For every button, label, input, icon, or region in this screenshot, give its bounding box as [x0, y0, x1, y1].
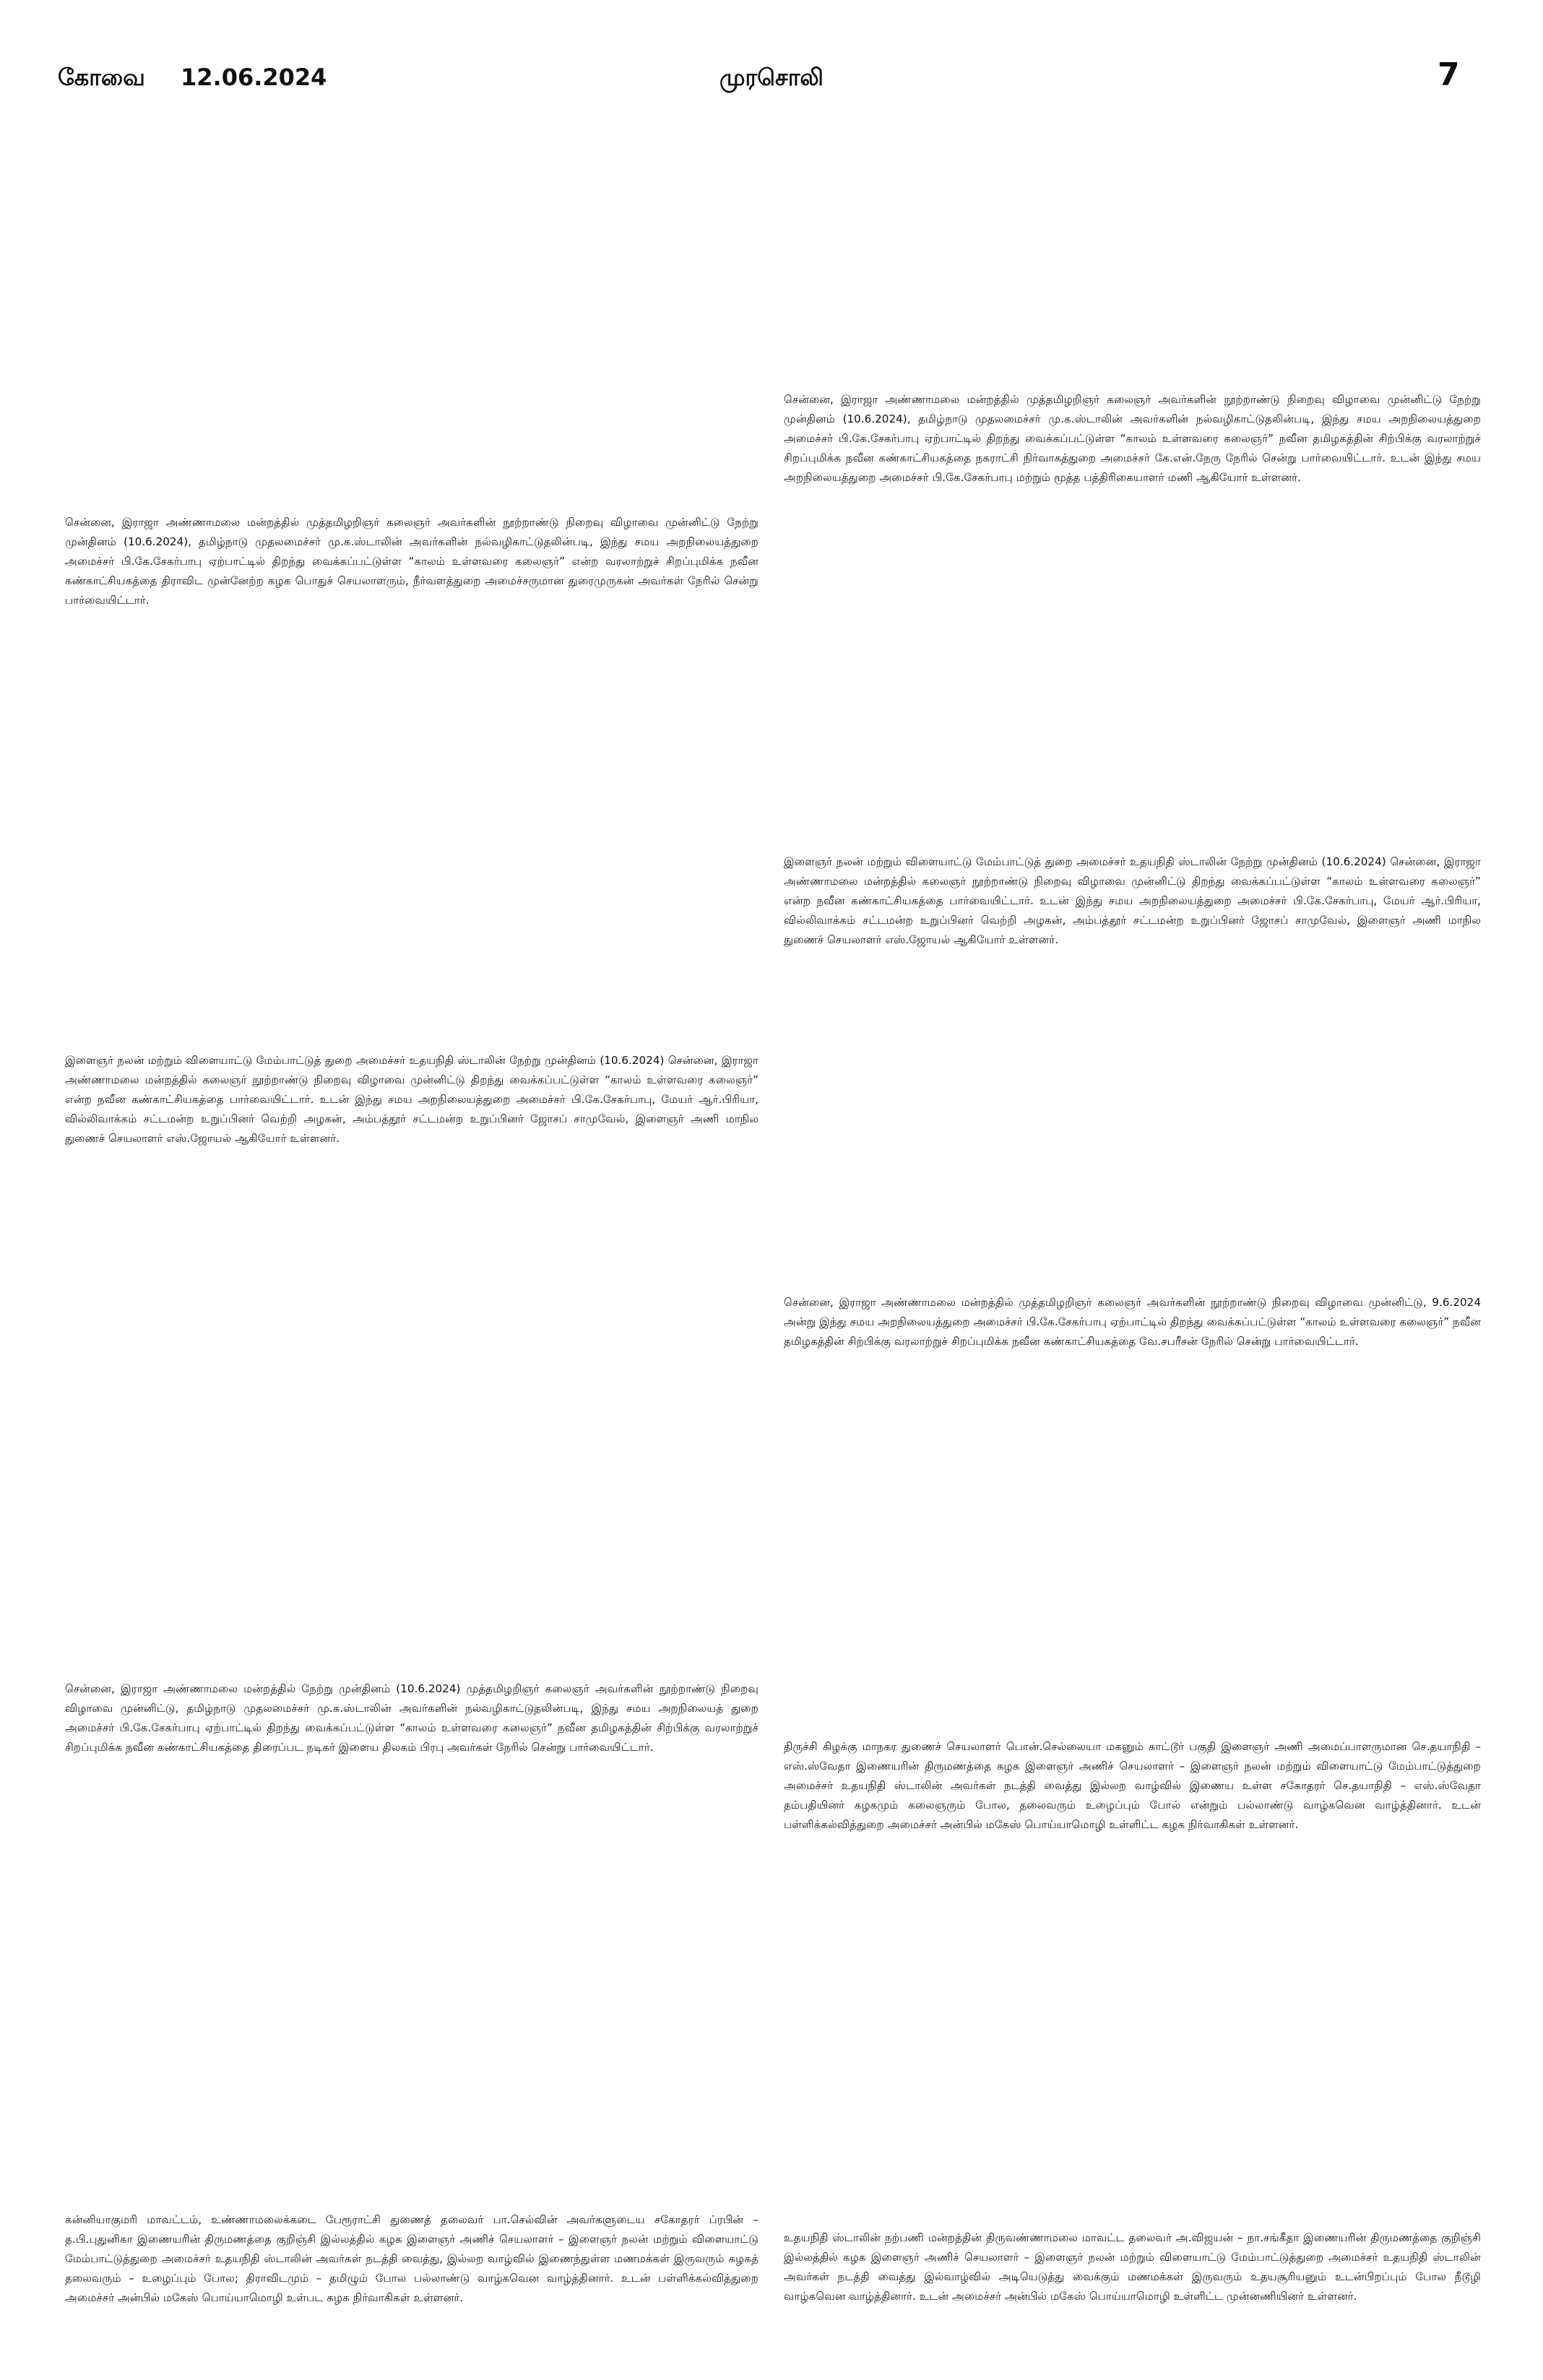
page-number: 7 [1438, 56, 1460, 93]
masthead-title: முரசொலி [719, 64, 824, 91]
photo-caption: இளைஞர் நலன் மற்றும் விளையாட்டு மேம்பாட்டுத் துறை அமைச்சர் உதயநிதி ஸ்டாலின் நேற்று முன்தினம் (10.6.2024) சென்னை, இராஜா அண்ணாமலை மன்றத்தில் கலைஞர் நூற்றாண்டு நிறைவு விழாவை முன்னிட்டு திறந்து வைக்கப்பட்டுள்ள “காலம் உள்ளவரை கலைஞர்” என்ற நவீன கண்காட்சியகத்தை பார்வையிட்டார். உடன் இந்து சமய அறநிலையத்துறை அமைச்சர் பி.கே.சேகர்பாபு, மேயர் ஆர்.பிரியா, வில்லிவாக்கம் சட்டமன்ற உறுப்பினர் வெற்றி அழகன், அம்பத்தூர் சட்டமன்ற உறுப்பினர் ஜோசப் சாமுவேல், இளைஞர் அணி மாநில துணைச் செயலாளர் எஸ்.ஜோயல் ஆகியோர் உள்ளனர். [65, 1054, 758, 1145]
photo-caption: கன்னியாகுமரி மாவட்டம், உண்ணாமலைக்கடை பேரூராட்சி துணைத் தலைவர் பா.செல்வின் அவர்களுடைய சகோதரர் ப்ரபின் – த.பி.புதுனிகா இணையரின் திருமணத்தை குறிஞ்சி இல்லத்தில் கழக இளைஞர் அணிச் செயலாளர் – இளைஞர் நலன் மற்றும் விளையாட்டு மேம்பாட்டுத்துறை அமைச்சர் உதயநிதி ஸ்டாலின் அவர்கள் நடத்தி வைத்து, இல்லற வாழ்வில் இணைந்துள்ள மணமக்கள் இருவரும் கழகத் தலைவரும் – உழைப்பும் போல; திராவிடமும் – தமிழும் போல பல்லாண்டு வாழ்கவென வாழ்த்தினார். உடன் பள்ளிக்கல்வித்துறை அமைச்சர் அன்பில் மகேஸ் பொய்யாமொழி உள்பட கழக நிர்வாகிகள் உள்ளனர். [65, 2213, 758, 2304]
photo-caption: சென்னை, இராஜா அண்ணாமலை மன்றத்தில் நேற்று முன்தினம் (10.6.2024) முத்தமிழறிஞர் கலைஞர் அவர்களின் நூற்றாண்டு நிறைவு விழாவை முன்னிட்டு, தமிழ்நாடு முதலமைச்சர் மு.க.ஸ்டாலின் அவர்களின் நல்வழிகாட்டுதலின்படி, இந்து சமய அறநிலையத் துறை அமைச்சர் பி.கே.சேகர்பாபு ஏற்பாட்டில் திறந்து வைக்கப்பட்டுள்ள “காலம் உள்ளவரை கலைஞர்” நவீன தமிழகத்தின் சிற்பிக்கு வரலாற்றுச் சிறப்புமிக்க நவீன கண்காட்சியகத்தை திரைப்பட நடிகர் இளைய திலகம் பிரபு அவர்கள் நேரில் சென்று பார்வையிட்டார். [65, 1682, 758, 1754]
photo-caption: சென்னை, இராஜா அண்ணாமலை மன்றத்தில் முத்தமிழறிஞர் கலைஞர் அவர்களின் நூற்றாண்டு நிறைவு விழாவை முன்னிட்டு நேற்று முன்தினம் (10.6.2024), தமிழ்நாடு முதலமைச்சர் மு.க.ஸ்டாலின் அவர்களின் நல்வழிகாட்டுதலின்படி, இந்து சமய அறநிலையத்துறை அமைச்சர் பி.கே.சேகர்பாபு ஏற்பாட்டில் திறந்து வைக்கப்பட்டுள்ள “காலம் உள்ளவரை கலைஞர்” நவீன தமிழகத்தின் சிற்பிக்கு வரலாற்றுச் சிறப்புமிக்க நவீன கண்காட்சியகத்தை நகராட்சி நிர்வாகத்துறை அமைச்சர் கே.என்.நேரு நேரில் சென்று பார்வையிட்டார். உடன் இந்து சமய அறநிலையத்துறை அமைச்சர் பி.கே.சேகர்பாபு மற்றும் மூத்த பத்திரிகையாளர் மணி ஆகியோர் உள்ளனர். [784, 393, 1481, 484]
edition-city: கோவை [58, 64, 145, 91]
photo-caption: சென்னை, இராஜா அண்ணாமலை மன்றத்தில் முத்தமிழறிஞர் கலைஞர் அவர்களின் நூற்றாண்டு நிறைவு விழாவை முன்னிட்டு, 9.6.2024 அன்று இந்து சமய அறநிலையத்துறை அமைச்சர் பி.கே.சேகர்பாபு ஏற்பாட்டில் திறந்து வைக்கப்பட்டுள்ள “காலம் உள்ளவரை கலைஞர்” நவீன தமிழகத்தின் சிற்பிக்கு வரலாற்றுச் சிறப்புமிக்க நவீன கண்காட்சியகத்தை வே.சபரீசன் நேரில் சென்று பார்வையிட்டார். [784, 1296, 1481, 1348]
photo-caption: உதயநிதி ஸ்டாலின் நற்பணி மன்றத்தின் திருவண்ணாமலை மாவட்ட தலைவர் அ.விஜயன் – நா.சங்கீதா இணையரின் திருமணத்தை குறிஞ்சி இல்லத்தில் கழக இளைஞர் அணிச் செயலாளர் – இளைஞர் நலன் மற்றும் விளையாட்டு மேம்பாட்டுத்துறை அமைச்சர் உதயநிதி ஸ்டாலின் அவர்கள் நடத்தி வைத்து இல்வாழ்வில் அடியெடுத்து வைக்கும் மணமக்கள் இருவரும் உதயசூரியனும் உடன்பிறப்பும் போல நீடூழி வாழ்கவென வாழ்த்தினார். உடன் அமைச்சர் அன்பில் மகேஸ் பொய்யாமொழி உள்ளிட்ட முன்னணியினர் உள்ளனர். [784, 2231, 1481, 2303]
photo-caption: இளைஞர் நலன் மற்றும் விளையாட்டு மேம்பாட்டுத் துறை அமைச்சர் உதயநிதி ஸ்டாலின் நேற்று முன்தினம் (10.6.2024) சென்னை, இராஜா அண்ணாமலை மன்றத்தில் கலைஞர் நூற்றாண்டு நிறைவு விழாவை முன்னிட்டு திறந்து வைக்கப்பட்டுள்ள “காலம் உள்ளவரை கலைஞர்” என்ற நவீன கண்காட்சியகத்தை பார்வையிட்டார். உடன் இந்து சமய அறநிலையத்துறை அமைச்சர் பி.கே.சேகர்பாபு, மேயர் ஆர்.பிரியா, வில்லிவாக்கம் சட்டமன்ற உறுப்பினர் வெற்றி அழகன், அம்பத்தூர் சட்டமன்ற உறுப்பினர் ஜோசப் சாமுவேல், இளைஞர் அணி மாநில துணைச் செயலாளர் எஸ்.ஜோயல் ஆகியோர் உள்ளனர். [784, 855, 1481, 946]
photo-caption: சென்னை, இராஜா அண்ணாமலை மன்றத்தில் முத்தமிழறிஞர் கலைஞர் அவர்களின் நூற்றாண்டு நிறைவு விழாவை முன்னிட்டு நேற்று முன்தினம் (10.6.2024), தமிழ்நாடு முதலமைச்சர் மு.க.ஸ்டாலின் அவர்களின் நல்வழிகாட்டுதலின்படி, இந்து சமய அறநிலையத்துறை அமைச்சர் பி.கே.சேகர்பாபு ஏற்பாட்டில் திறந்து வைக்கப்பட்டுள்ள “காலம் உள்ளவரை கலைஞர்” என்ற வரலாற்றுச் சிறப்புமிக்க நவீன கண்காட்சியகத்தை திராவிட முன்னேற்ற கழக பொதுச் செயலாளரும், நீர்வளத்துறை அமைச்சருமான துரைமுருகன் அவர்கள் நேரில் சென்று பார்வையிட்டார். [65, 516, 758, 607]
edition-date: 12.06.2024 [181, 64, 327, 91]
photo-caption: திருச்சி கிழக்கு மாநகர துணைச் செயலாளர் பொன்.செல்லையா மகனும் காட்டூர் பகுதி இளைஞர் அணி அமைப்பாளருமான செ.தயாநிதி – எஸ்.ஸ்வேதா இணையரின் திருமணத்தை கழக இளைஞர் அணிச் செயலாளர் – இளைஞர் நலன் மற்றும் விளையாட்டு மேம்பாட்டுத்துறை அமைச்சர் உதயநிதி ஸ்டாலின் அவர்கள் நடத்தி வைத்து இல்லற வாழ்வில் இணைய உள்ள சகோதரர் செ.தயாநிதி – எஸ்.ஸ்வேதா தம்பதியினர் கழகமும் கலைஞரும் போல, தலைவரும் உழைப்பும் போல் என்றும் பல்லாண்டு வாழ்கவென வாழ்த்தினார். உடன் பள்ளிக்கல்வித்துறை அமைச்சர் அன்பில் மகேஸ் பொய்யாமொழி உள்ளிட்ட கழக நிர்வாகிகள் உள்ளனர். [784, 1740, 1481, 1831]
